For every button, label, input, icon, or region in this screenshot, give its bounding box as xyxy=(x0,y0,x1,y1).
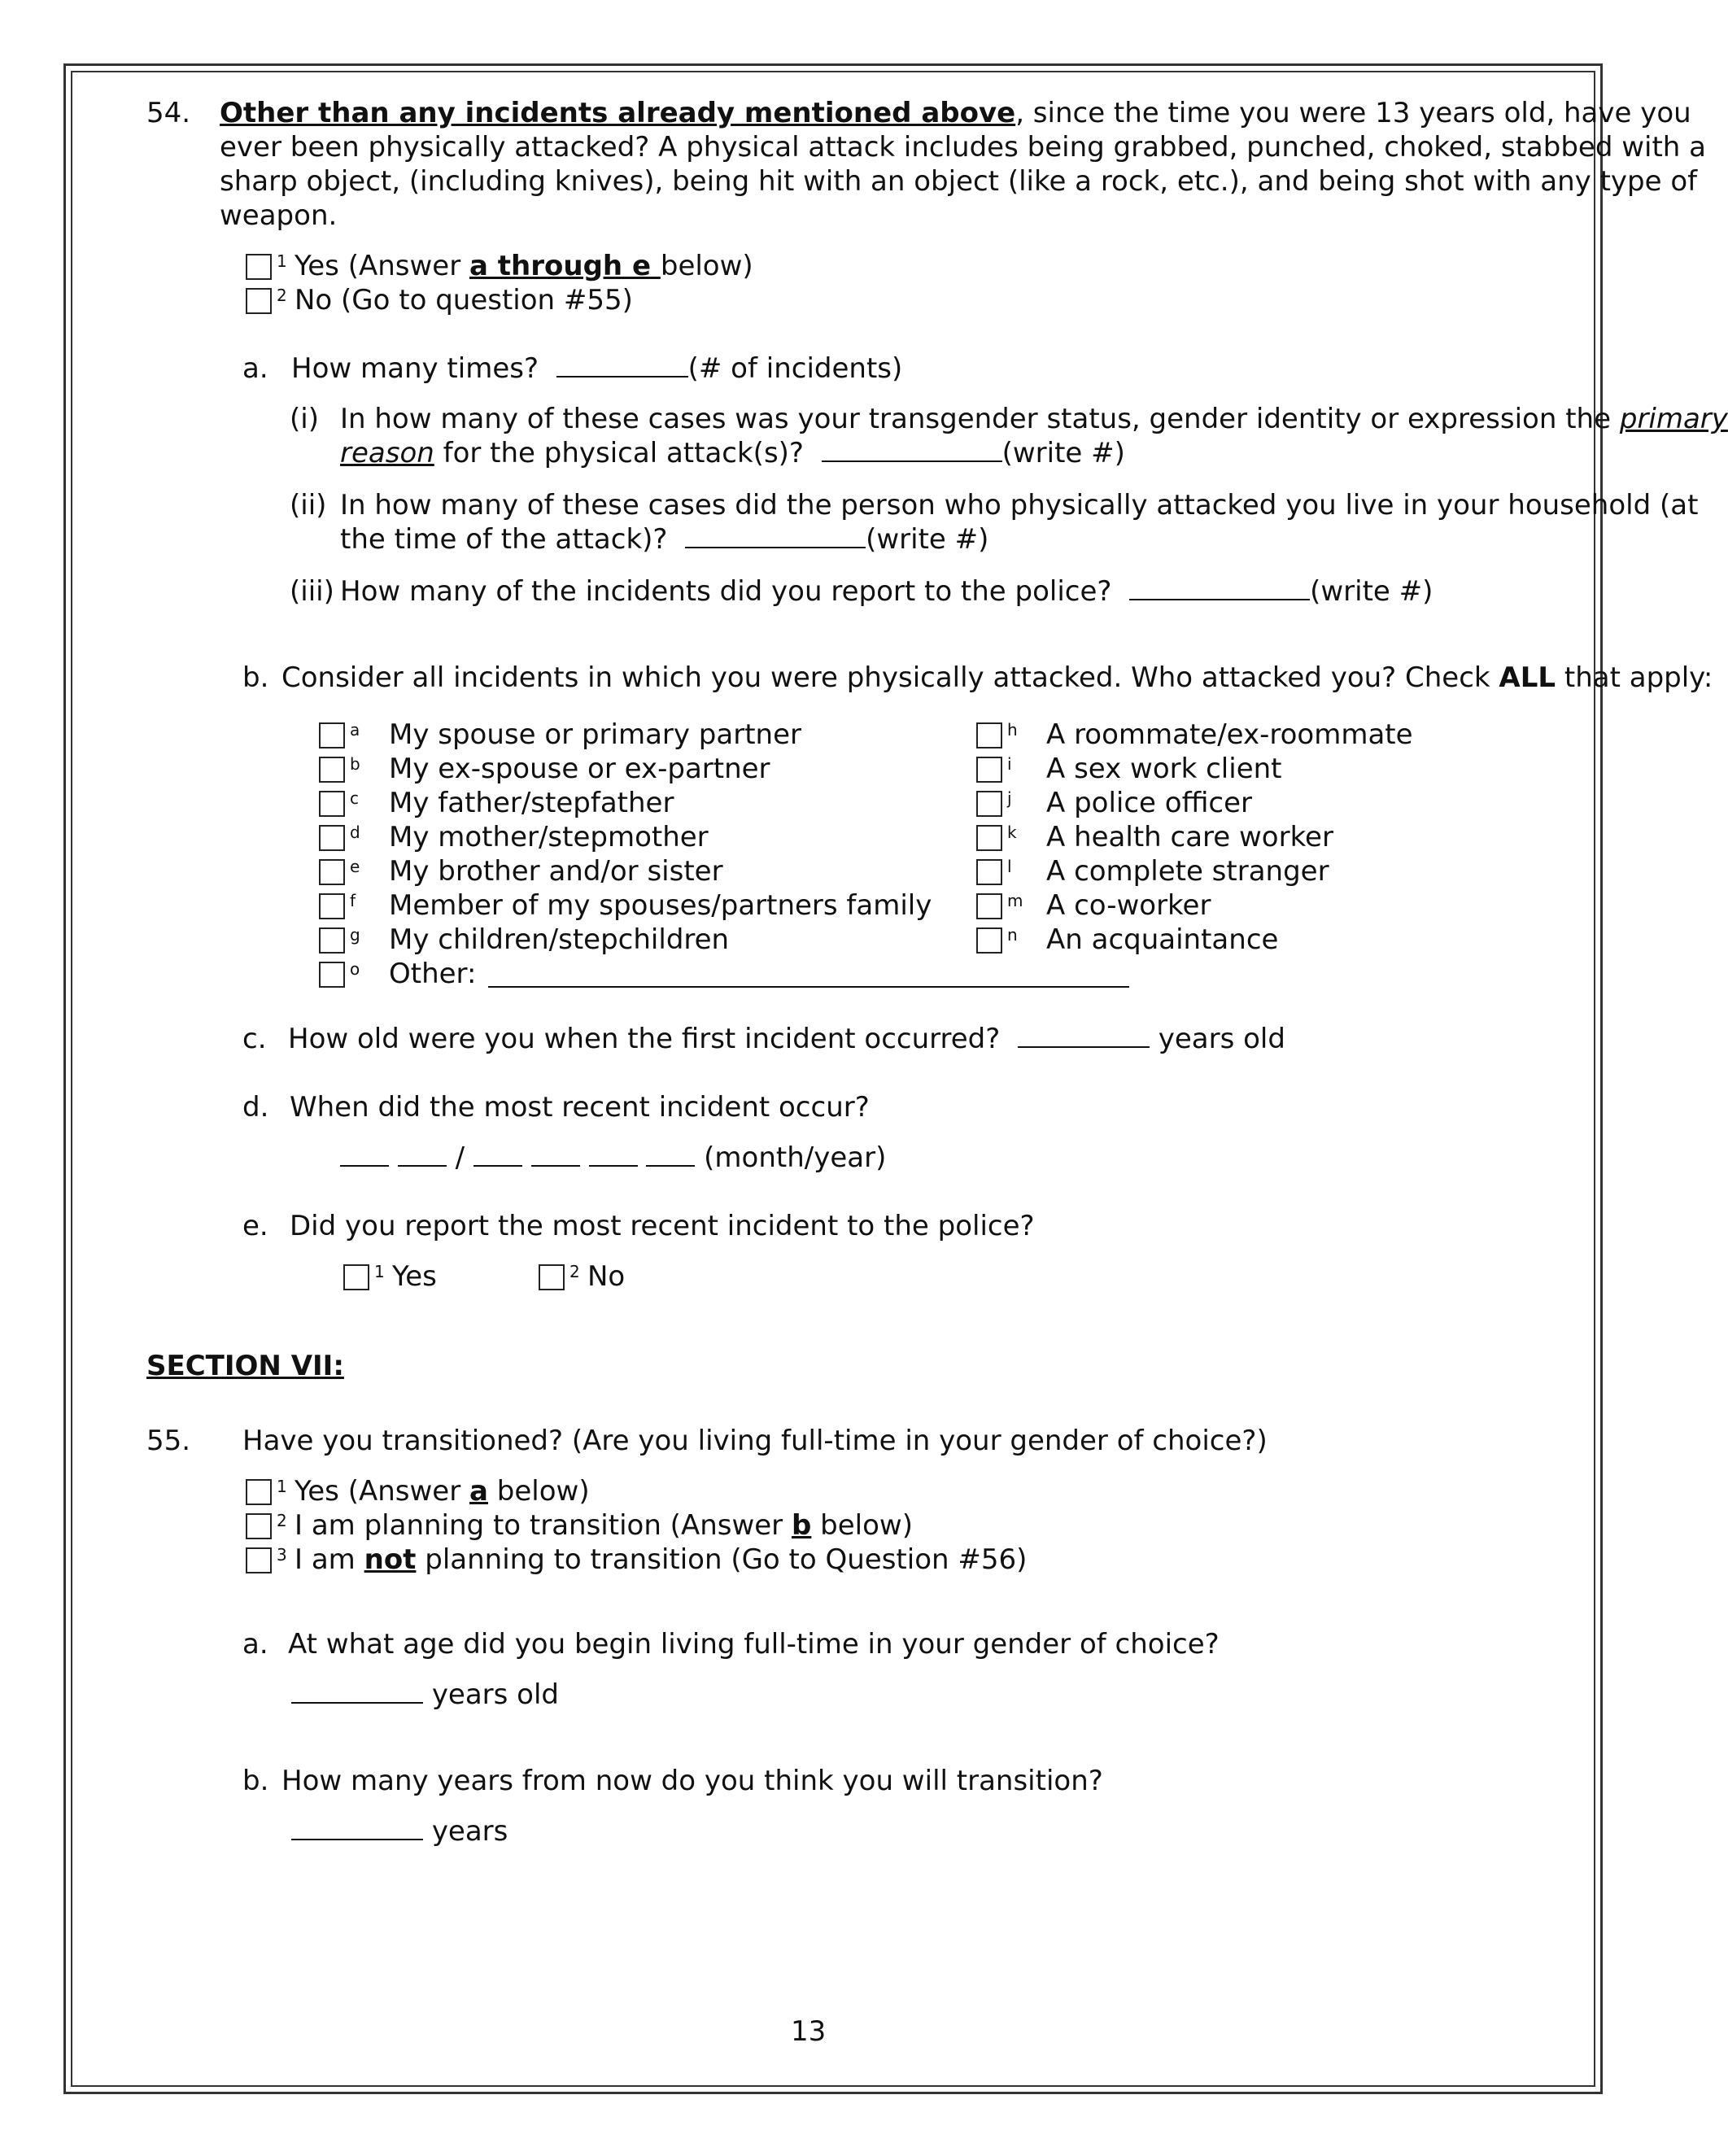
q54d-question: When did the most recent incident occur? xyxy=(290,1091,870,1124)
attacker-code-j: j xyxy=(1007,788,1012,808)
q54a-i-answer-line[interactable] xyxy=(822,436,1002,462)
attacker-code-c: c xyxy=(350,788,359,808)
q55-option-label-3: I am not planning to transition (Go to Question #56) xyxy=(295,1543,1028,1576)
attacker-label-i: A sex work client xyxy=(1046,753,1282,785)
q54d-date-entry: / (month/year) xyxy=(340,1141,886,1175)
attacker-code-a: a xyxy=(350,720,360,740)
q54-lead: Other than any incidents already mentioned above xyxy=(220,97,1016,129)
q54-no-label: No (Go to question #55) xyxy=(295,284,633,316)
q54-line1 xyxy=(220,96,1691,130)
attacker-code-n: n xyxy=(1007,925,1018,945)
q54-no-code: 2 xyxy=(277,286,287,305)
q54a-label: a. xyxy=(242,352,268,385)
q54b-other-line[interactable] xyxy=(488,962,1129,988)
attacker-checkbox-g[interactable] xyxy=(319,927,345,954)
attacker-label-l: A complete stranger xyxy=(1046,855,1329,888)
q54e-yes-label: Yes xyxy=(392,1260,437,1293)
q54-yes-checkbox[interactable] xyxy=(246,254,272,280)
attacker-checkbox-j[interactable] xyxy=(976,791,1002,817)
q54e-yes-code: 1 xyxy=(374,1262,385,1281)
attacker-checkbox-i[interactable] xyxy=(976,757,1002,783)
attacker-checkbox-a[interactable] xyxy=(319,722,345,748)
q54e-no-label: No xyxy=(587,1260,626,1293)
q54-line3: sharp object, (including knives), being hit with an object (like a rock, etc.), and being shot with any type of xyxy=(220,165,1698,198)
q55b-label: b. xyxy=(242,1765,269,1797)
q55-option-checkbox-3[interactable] xyxy=(246,1547,272,1573)
year-digit-3[interactable] xyxy=(589,1141,638,1167)
attacker-label-m: A co-worker xyxy=(1046,889,1211,922)
q54a-question: How many times? (# of incidents) xyxy=(291,352,903,385)
q54a-ii-line1: In how many of these cases did the person who physically attacked you live in your household (at xyxy=(340,489,1699,522)
q55a-answer-line[interactable] xyxy=(291,1678,423,1704)
section-title: SECTION VII: xyxy=(146,1350,344,1382)
q55-option-label-2: I am planning to transition (Answer b below) xyxy=(295,1509,913,1542)
q54-no-checkbox[interactable] xyxy=(246,288,272,314)
q54-yes-label: Yes (Answer a through e below) xyxy=(295,250,753,282)
attacker-checkbox-e[interactable] xyxy=(319,859,345,885)
attacker-checkbox-b[interactable] xyxy=(319,757,345,783)
q54a-ii-answer-line[interactable] xyxy=(685,522,866,548)
q54c-label: c. xyxy=(242,1023,267,1055)
attacker-checkbox-n[interactable] xyxy=(976,927,1002,954)
q54-line4: weapon. xyxy=(220,199,338,232)
q54c-answer-line[interactable] xyxy=(1018,1022,1150,1048)
q54a-iii-label: (iii) xyxy=(290,575,334,608)
q54a-i-line1: In how many of these cases was your transgender status, gender identity or expression the primary xyxy=(340,403,1728,435)
attacker-label-o: Other: xyxy=(389,958,477,990)
q55-option-code-2: 2 xyxy=(277,1511,287,1530)
attacker-label-k: A health care worker xyxy=(1046,821,1333,853)
attacker-code-l: l xyxy=(1007,857,1012,876)
attacker-label-c: My father/stepfather xyxy=(389,787,674,819)
q54e-label: e. xyxy=(242,1210,268,1242)
attacker-code-e: e xyxy=(350,857,360,876)
attacker-checkbox-f[interactable] xyxy=(319,893,345,919)
q55-question: Have you transitioned? (Are you living full-time in your gender of choice?) xyxy=(242,1425,1268,1457)
q55a-label: a. xyxy=(242,1628,268,1661)
attacker-label-j: A police officer xyxy=(1046,787,1253,819)
q55b-question: How many years from now do you think you will transition? xyxy=(281,1765,1103,1797)
q54a-iii-answer-line[interactable] xyxy=(1129,574,1310,600)
attacker-label-a: My spouse or primary partner xyxy=(389,718,801,751)
attacker-code-k: k xyxy=(1007,823,1017,842)
q54-yes-code: 1 xyxy=(277,251,287,271)
year-digit-1[interactable] xyxy=(473,1141,522,1167)
q54d-label: d. xyxy=(242,1091,269,1124)
attacker-label-e: My brother and/or sister xyxy=(389,855,723,888)
q54e-no-checkbox[interactable] xyxy=(539,1264,565,1290)
attacker-code-d: d xyxy=(350,823,360,842)
q54a-answer-line[interactable] xyxy=(556,351,688,378)
q55a-answer: years old xyxy=(291,1678,559,1712)
attacker-checkbox-l[interactable] xyxy=(976,859,1002,885)
attacker-label-g: My children/stepchildren xyxy=(389,923,730,956)
q54e-yes-checkbox[interactable] xyxy=(343,1264,369,1290)
q54e-question: Did you report the most recent incident to the police? xyxy=(290,1210,1035,1242)
attacker-checkbox-m[interactable] xyxy=(976,893,1002,919)
attacker-label-n: An acquaintance xyxy=(1046,923,1279,956)
q55b-answer: years xyxy=(291,1814,508,1848)
q54b-question: Consider all incidents in which you were physically attacked. Who attacked you? Check ALL that apply: xyxy=(281,661,1713,694)
attacker-code-f: f xyxy=(350,891,356,910)
q54a-i-label: (i) xyxy=(290,403,319,435)
q55-number: 55. xyxy=(146,1425,191,1457)
attacker-code-g: g xyxy=(350,925,360,945)
year-digit-2[interactable] xyxy=(531,1141,580,1167)
q55-option-checkbox-1[interactable] xyxy=(246,1479,272,1505)
attacker-checkbox-h[interactable] xyxy=(976,722,1002,748)
q54-line1-rest: , since the time you were 13 years old, have you xyxy=(1015,97,1691,129)
page-number: 13 xyxy=(791,2015,827,2048)
q55b-answer-line[interactable] xyxy=(291,1814,423,1840)
q54a-i-line2: reason for the physical attack(s)? (write #) xyxy=(340,437,1125,469)
q54b-label: b. xyxy=(242,661,269,694)
q55-option-checkbox-2[interactable] xyxy=(246,1513,272,1539)
attacker-code-o: o xyxy=(350,959,360,979)
attacker-checkbox-c[interactable] xyxy=(319,791,345,817)
q54e-no-code: 2 xyxy=(569,1262,580,1281)
attacker-code-m: m xyxy=(1007,891,1023,910)
attacker-label-b: My ex-spouse or ex-partner xyxy=(389,753,770,785)
q55-option-code-1: 1 xyxy=(277,1477,287,1496)
q54c-question: How old were you when the first incident occurred? years old xyxy=(288,1023,1285,1055)
attacker-label-h: A roommate/ex-roommate xyxy=(1046,718,1413,751)
year-digit-4[interactable] xyxy=(646,1141,695,1167)
attacker-code-b: b xyxy=(350,754,360,774)
q55-option-label-1: Yes (Answer a below) xyxy=(295,1475,590,1508)
q54a-ii-label: (ii) xyxy=(290,489,327,522)
month-digit-2[interactable] xyxy=(398,1141,447,1167)
q54-number: 54. xyxy=(146,97,191,129)
attacker-checkbox-k[interactable] xyxy=(976,825,1002,851)
q54a-iii-question: How many of the incidents did you report to the police? (write #) xyxy=(340,575,1433,608)
q54a-ii-line2: the time of the attack)? (write #) xyxy=(340,523,989,556)
q55a-question: At what age did you begin living full-time in your gender of choice? xyxy=(288,1628,1220,1661)
attacker-code-i: i xyxy=(1007,754,1012,774)
attacker-label-d: My mother/stepmother xyxy=(389,821,709,853)
q54-line2: ever been physically attacked? A physical attack includes being grabbed, punched, choked, stabbed with a xyxy=(220,131,1706,164)
q55-option-code-3: 3 xyxy=(277,1545,287,1565)
month-digit-1[interactable] xyxy=(340,1141,389,1167)
attacker-checkbox-d[interactable] xyxy=(319,825,345,851)
attacker-code-h: h xyxy=(1007,720,1018,740)
attacker-label-f: Member of my spouses/partners family xyxy=(389,889,932,922)
attacker-checkbox-o[interactable] xyxy=(319,962,345,988)
